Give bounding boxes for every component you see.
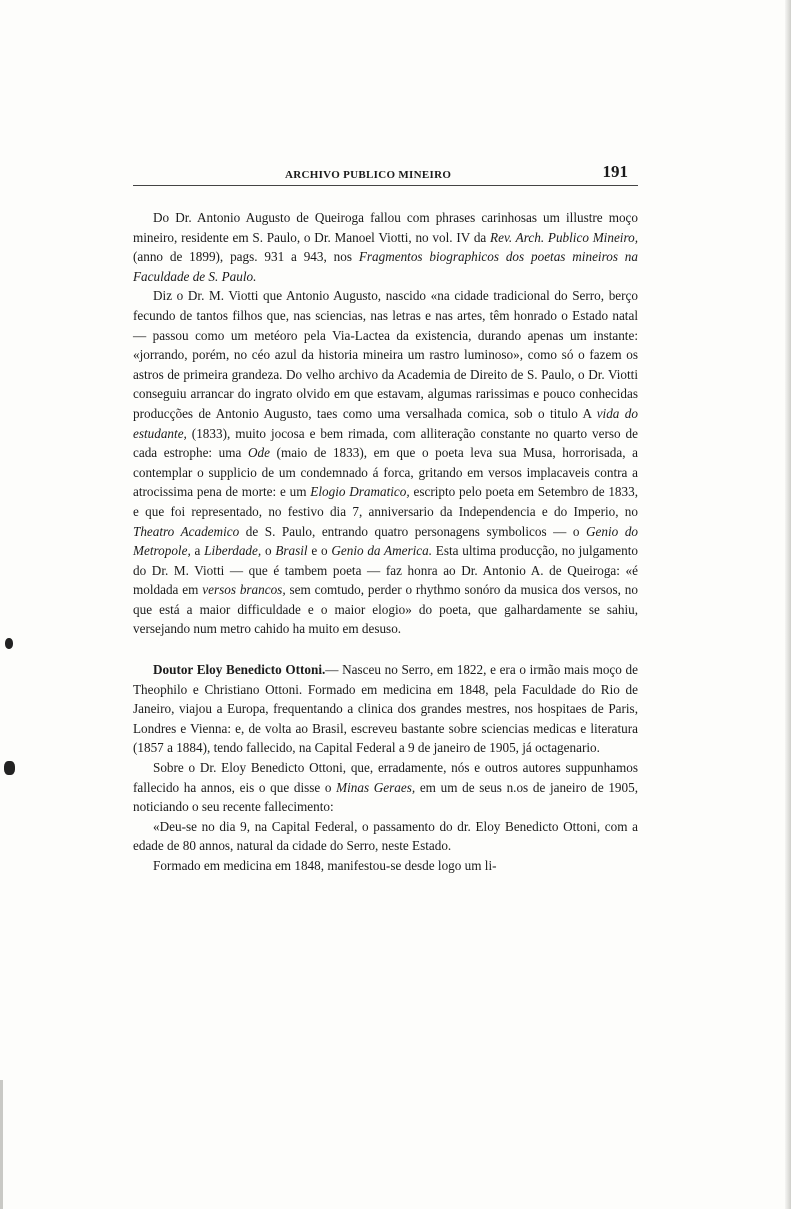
italic-title: Rev. Arch. Publico Mineiro, (490, 229, 638, 245)
italic-title: versos brancos, (202, 582, 286, 598)
body-text (133, 208, 638, 876)
italic-title: Ode (247, 445, 270, 461)
margin-ink-mark (5, 638, 13, 649)
page-header (133, 162, 638, 186)
paragraph (133, 817, 638, 856)
text-run: Diz o Dr. M. Viotti que Antonio Augusto, nascido «na cidade tradicional do Serro, berço fecundo de tantos filhos que, nas sciencias, nas letras e nas artes, têm honrado o Estado natal — passou como um metéoro pela Via-Lactea da existencia, durando apenas um instante: «jorrando, porém, no céo azul da historia mineira um rastro luminoso», como só o fazem os astros de primeira grandeza. Do velho archivo da Academia de Direito de S. Paulo, o Dr. Viotti conseguiu arrancar do ingrato olvido em que estavam, algumas rarissimas e pouco conhecidas producções de Antonio Augusto, taes como uma versalhada comica, sob o titulo A (133, 288, 638, 421)
paragraph (133, 758, 638, 817)
italic-title: Theatro Academico (133, 523, 240, 539)
text-run: — Nasceu no Serro, em 1822, e era o irmão mais moço de Theophilo e Christiano Ottoni. Formado em medicina em 1848, pela Faculdade do Rio de Janeiro, viajou a Europa, frequentando a clinica dos grandes mestres, nos hospitaes de Paris, Londres e Vienna: e, de volta ao Brasil, escreveu bastante sobre sciencias medicas e literatura (1857 a 1884), tendo fallecido, na Capital Federal a 9 de janeiro de 1905, já octagenario. (133, 662, 638, 756)
text-run: (1833), muito jocosa e bem rimada, com alliteração constante no quarto verso de cada estrophe: uma (133, 425, 638, 461)
italic-title: Fragmentos biographicos dos poetas mineiros na Faculdade de S. Paulo. (133, 249, 638, 284)
paragraph (133, 856, 638, 876)
text-run: Do Dr. Antonio Augusto de Queiroga fallou com phrases carinhosas um illustre moço mineiro, residente em S. Paulo, o Dr. Manoel Viotti, no vol. IV da (133, 210, 638, 245)
text-run: «Deu-se no dia 9, na Capital Federal, o passamento do dr. Eloy Benedicto Ottoni, com a edade de 80 annos, natural da cidade do Serro, neste Estado. (133, 818, 638, 854)
italic-title: vida do estudante, (133, 405, 638, 441)
page-edge-shadow (785, 0, 791, 1209)
text-run: o (261, 543, 276, 559)
page-edge-shadow-left (0, 1080, 3, 1209)
italic-title: Genio da America. (331, 543, 433, 559)
margin-ink-mark (4, 761, 15, 775)
text-run: Formado em medicina em 1848, manifestou-se desde logo um li- (153, 858, 497, 873)
text-run: (maio de 1833), em que o poeta leva sua Musa, horrorisada, a contemplar o supplicio de um condemnado á forca, gritando em versos implacaveis contra a atrocissima pena de morte: e um (133, 445, 639, 500)
text-run: e o (307, 543, 332, 559)
paragraph (133, 660, 638, 758)
paragraph (133, 208, 638, 286)
paragraph (133, 286, 638, 639)
italic-title: Elogio Dramatico, (310, 484, 410, 500)
text-run: em um de seus n.os de janeiro de 1905, noticiando o seu recente fallecimento: (133, 779, 638, 815)
text-run: Esta ultima producção, no julgamento do Dr. M. Viotti — que é tambem poeta — faz honra ao Dr. Antonio A. de Queiroga: «é moldada em (133, 543, 639, 598)
page-number: 191 (602, 162, 628, 181)
italic-title: Brasil (275, 543, 308, 559)
text-run: escripto pelo poeta em Setembro de 1833, e que foi representado, no festivo dia 7, anniversario da Independencia e do Imperio, no (133, 484, 639, 519)
text-run: de S. Paulo, entrando quatro personagens symbolicos — o (239, 523, 587, 539)
text-run: Sobre o Dr. Eloy Benedicto Ottoni, que, erradamente, nós e outros autores suppunhamos fallecido ha annos, eis o que disse o (133, 760, 638, 795)
text-run: a (190, 543, 205, 559)
italic-title: Liberdade, (204, 543, 262, 559)
italic-title: Minas Geraes, (336, 779, 416, 795)
header-rule (133, 185, 638, 186)
entry-heading: Doutor Eloy Benedicto Ottoni. (153, 662, 326, 678)
running-head: ARCHIVO PUBLICO MINEIRO (285, 169, 452, 181)
text-run: sem comtudo, perder o rhythmo sonóro da musica dos versos, no que está a maior difficuldade e o maior elogio» do poeta, que galhardamente se sahiu, versejando num metro cahido ha muito em desuso. (133, 582, 638, 637)
text-run: (anno de 1899), pags. 931 a 943, nos (133, 249, 359, 265)
italic-title: Genio do Metropole, (133, 523, 639, 559)
